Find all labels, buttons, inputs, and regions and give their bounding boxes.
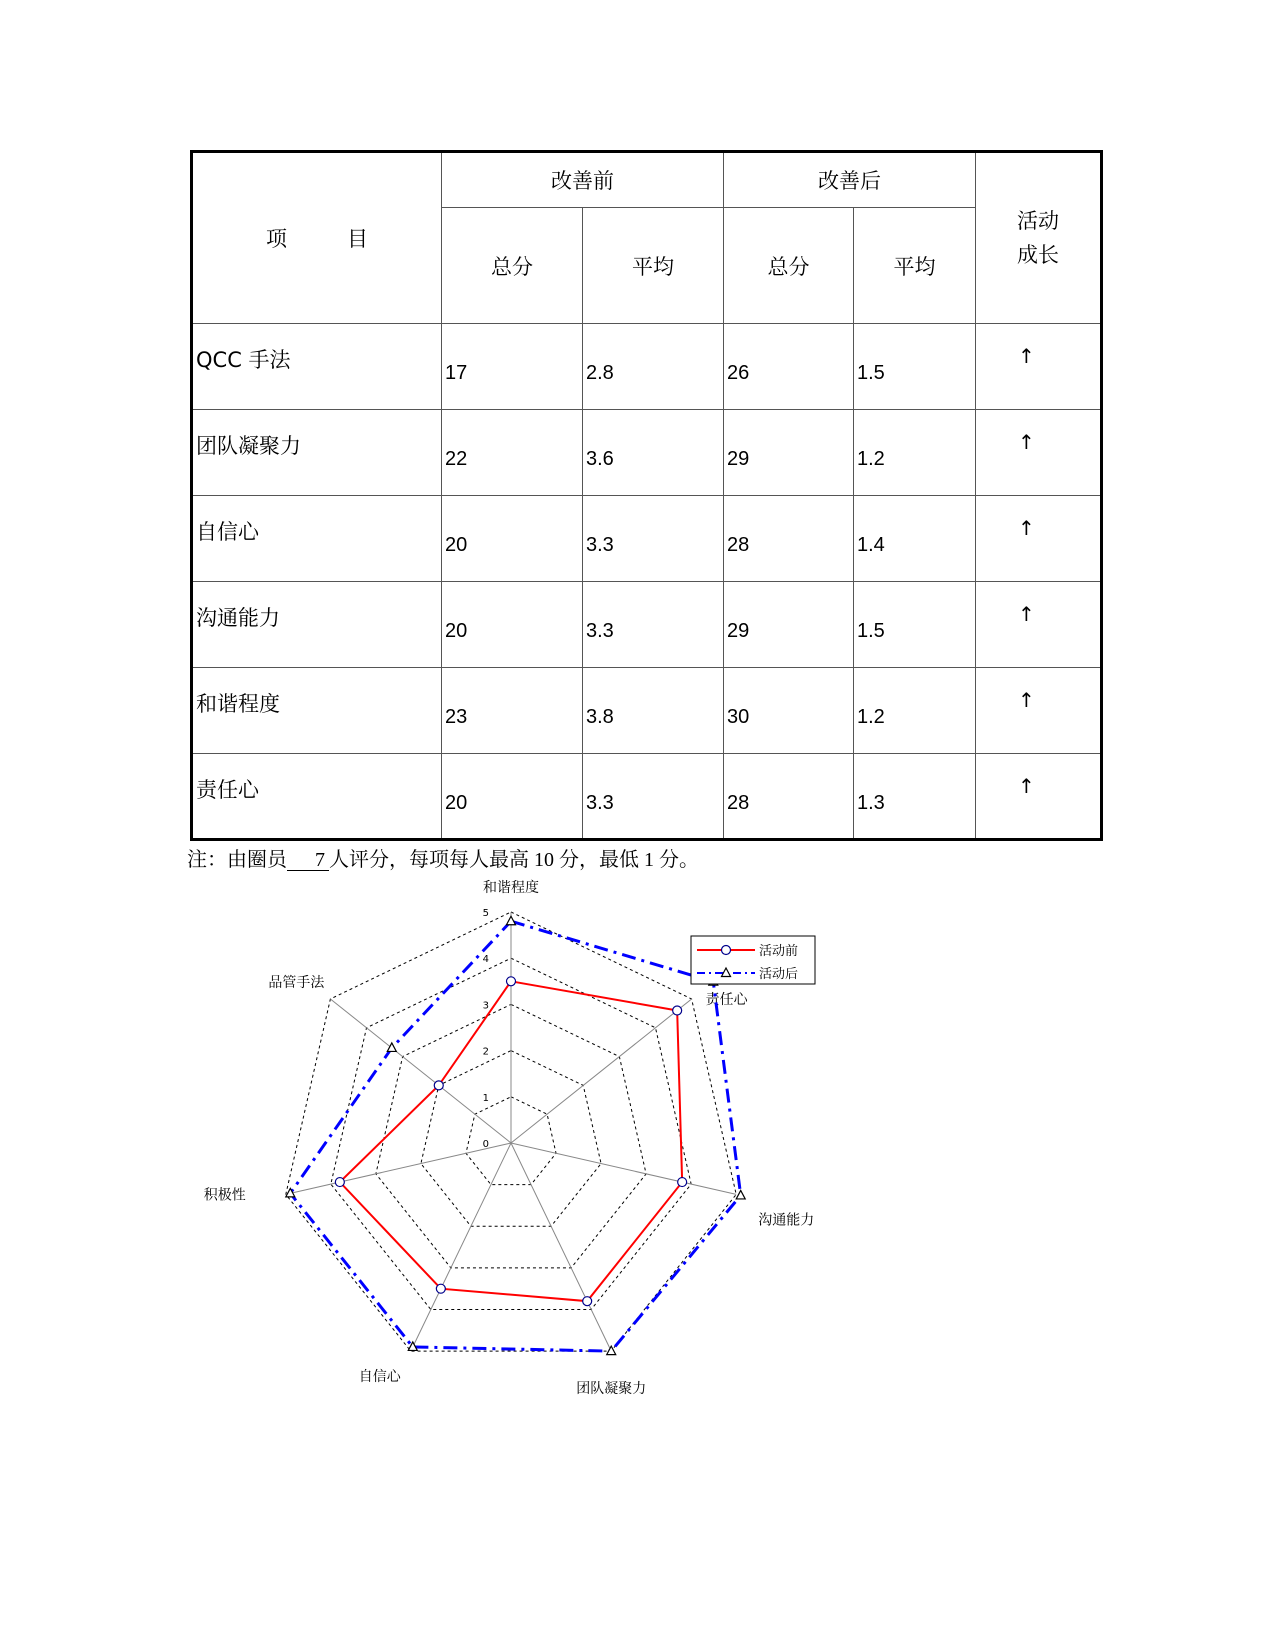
data-point xyxy=(436,1284,445,1293)
data-point xyxy=(335,1178,344,1187)
tick-label: 3 xyxy=(482,1000,489,1012)
before-total: 17 xyxy=(442,324,583,410)
radar-series xyxy=(286,916,745,1354)
before-average: 3.3 xyxy=(583,496,724,582)
growth-arrow: ↑ xyxy=(976,496,1102,582)
axis-spoke xyxy=(511,1143,611,1351)
growth-arrow: ↑ xyxy=(976,324,1102,410)
before-total: 20 xyxy=(442,582,583,668)
after-average: 1.2 xyxy=(854,668,976,754)
data-point xyxy=(507,977,516,986)
before-total: 20 xyxy=(442,754,583,840)
data-point xyxy=(678,1178,687,1187)
item-header-char-1: 项 xyxy=(266,227,287,251)
item-name: 沟通能力 xyxy=(192,582,442,668)
before-average: 3.6 xyxy=(583,410,724,496)
item-name: 团队凝聚力 xyxy=(192,410,442,496)
after-average-header: 平均 xyxy=(854,208,976,324)
after-total: 30 xyxy=(724,668,854,754)
growth-header-line-1: 活动 xyxy=(1017,209,1059,233)
before-average: 3.3 xyxy=(583,582,724,668)
data-point xyxy=(583,1297,592,1306)
item-name: QCC 手法 xyxy=(192,324,442,410)
note-prefix: 注：由圈员 xyxy=(187,849,287,871)
item-name: 自信心 xyxy=(192,496,442,582)
data-point xyxy=(507,916,516,925)
note-suffix: 人评分，每项每人最高 10 分，最低 1 分。 xyxy=(329,849,699,871)
before-total: 23 xyxy=(442,668,583,754)
axis-label: 团队凝聚力 xyxy=(576,1381,647,1398)
before-header: 改善前 xyxy=(442,152,724,208)
axis-label: 品管手法 xyxy=(268,974,325,991)
legend-marker xyxy=(722,946,731,955)
tick-label: 2 xyxy=(482,1046,489,1058)
axis-label: 沟通能力 xyxy=(758,1212,815,1229)
after-average: 1.4 xyxy=(854,496,976,582)
member-count: 7 xyxy=(287,850,329,871)
growth-arrow: ↑ xyxy=(976,668,1102,754)
axis-spoke xyxy=(411,1143,511,1351)
before-total: 22 xyxy=(442,410,583,496)
after-average: 1.2 xyxy=(854,410,976,496)
tick-label: 1 xyxy=(482,1092,489,1104)
axis-spoke xyxy=(511,999,692,1143)
before-average: 2.8 xyxy=(583,324,724,410)
before-total-header: 总分 xyxy=(442,208,583,324)
item-header-char-2: 目 xyxy=(347,227,368,251)
axis-label: 责任心 xyxy=(705,991,748,1008)
before-total: 20 xyxy=(442,496,583,582)
growth-header-line-2: 成长 xyxy=(1017,243,1059,267)
chart-legend xyxy=(691,936,815,984)
growth-arrow: ↑ xyxy=(976,582,1102,668)
growth-arrow: ↑ xyxy=(976,754,1102,840)
item-name: 和谐程度 xyxy=(192,668,442,754)
growth-arrow: ↑ xyxy=(976,410,1102,496)
before-average: 3.8 xyxy=(583,668,724,754)
after-total: 29 xyxy=(724,582,854,668)
after-total: 28 xyxy=(724,754,854,840)
after-average: 1.5 xyxy=(854,582,976,668)
item-name: 责任心 xyxy=(192,754,442,840)
after-total: 29 xyxy=(724,410,854,496)
tick-label: 4 xyxy=(482,954,489,966)
axis-label: 和谐程度 xyxy=(483,880,539,896)
data-point xyxy=(387,1043,396,1052)
axis-spoke xyxy=(511,1143,736,1194)
data-point xyxy=(673,1006,682,1015)
after-total: 28 xyxy=(724,496,854,582)
before-average: 3.3 xyxy=(583,754,724,840)
tick-label: 0 xyxy=(482,1139,489,1150)
tick-label: 5 xyxy=(482,908,489,919)
after-average: 1.3 xyxy=(854,754,976,840)
after-average: 1.5 xyxy=(854,324,976,410)
series-line xyxy=(290,921,740,1351)
axis-label: 积极性 xyxy=(203,1187,246,1204)
legend-label: 活动后 xyxy=(759,967,799,982)
after-total-header: 总分 xyxy=(724,208,854,324)
data-point xyxy=(434,1081,443,1090)
after-header: 改善后 xyxy=(724,152,976,208)
axis-label: 自信心 xyxy=(358,1369,401,1386)
before-average-header: 平均 xyxy=(583,208,724,324)
legend-label: 活动前 xyxy=(759,944,799,959)
data-point xyxy=(736,1190,745,1199)
after-total: 26 xyxy=(724,324,854,410)
